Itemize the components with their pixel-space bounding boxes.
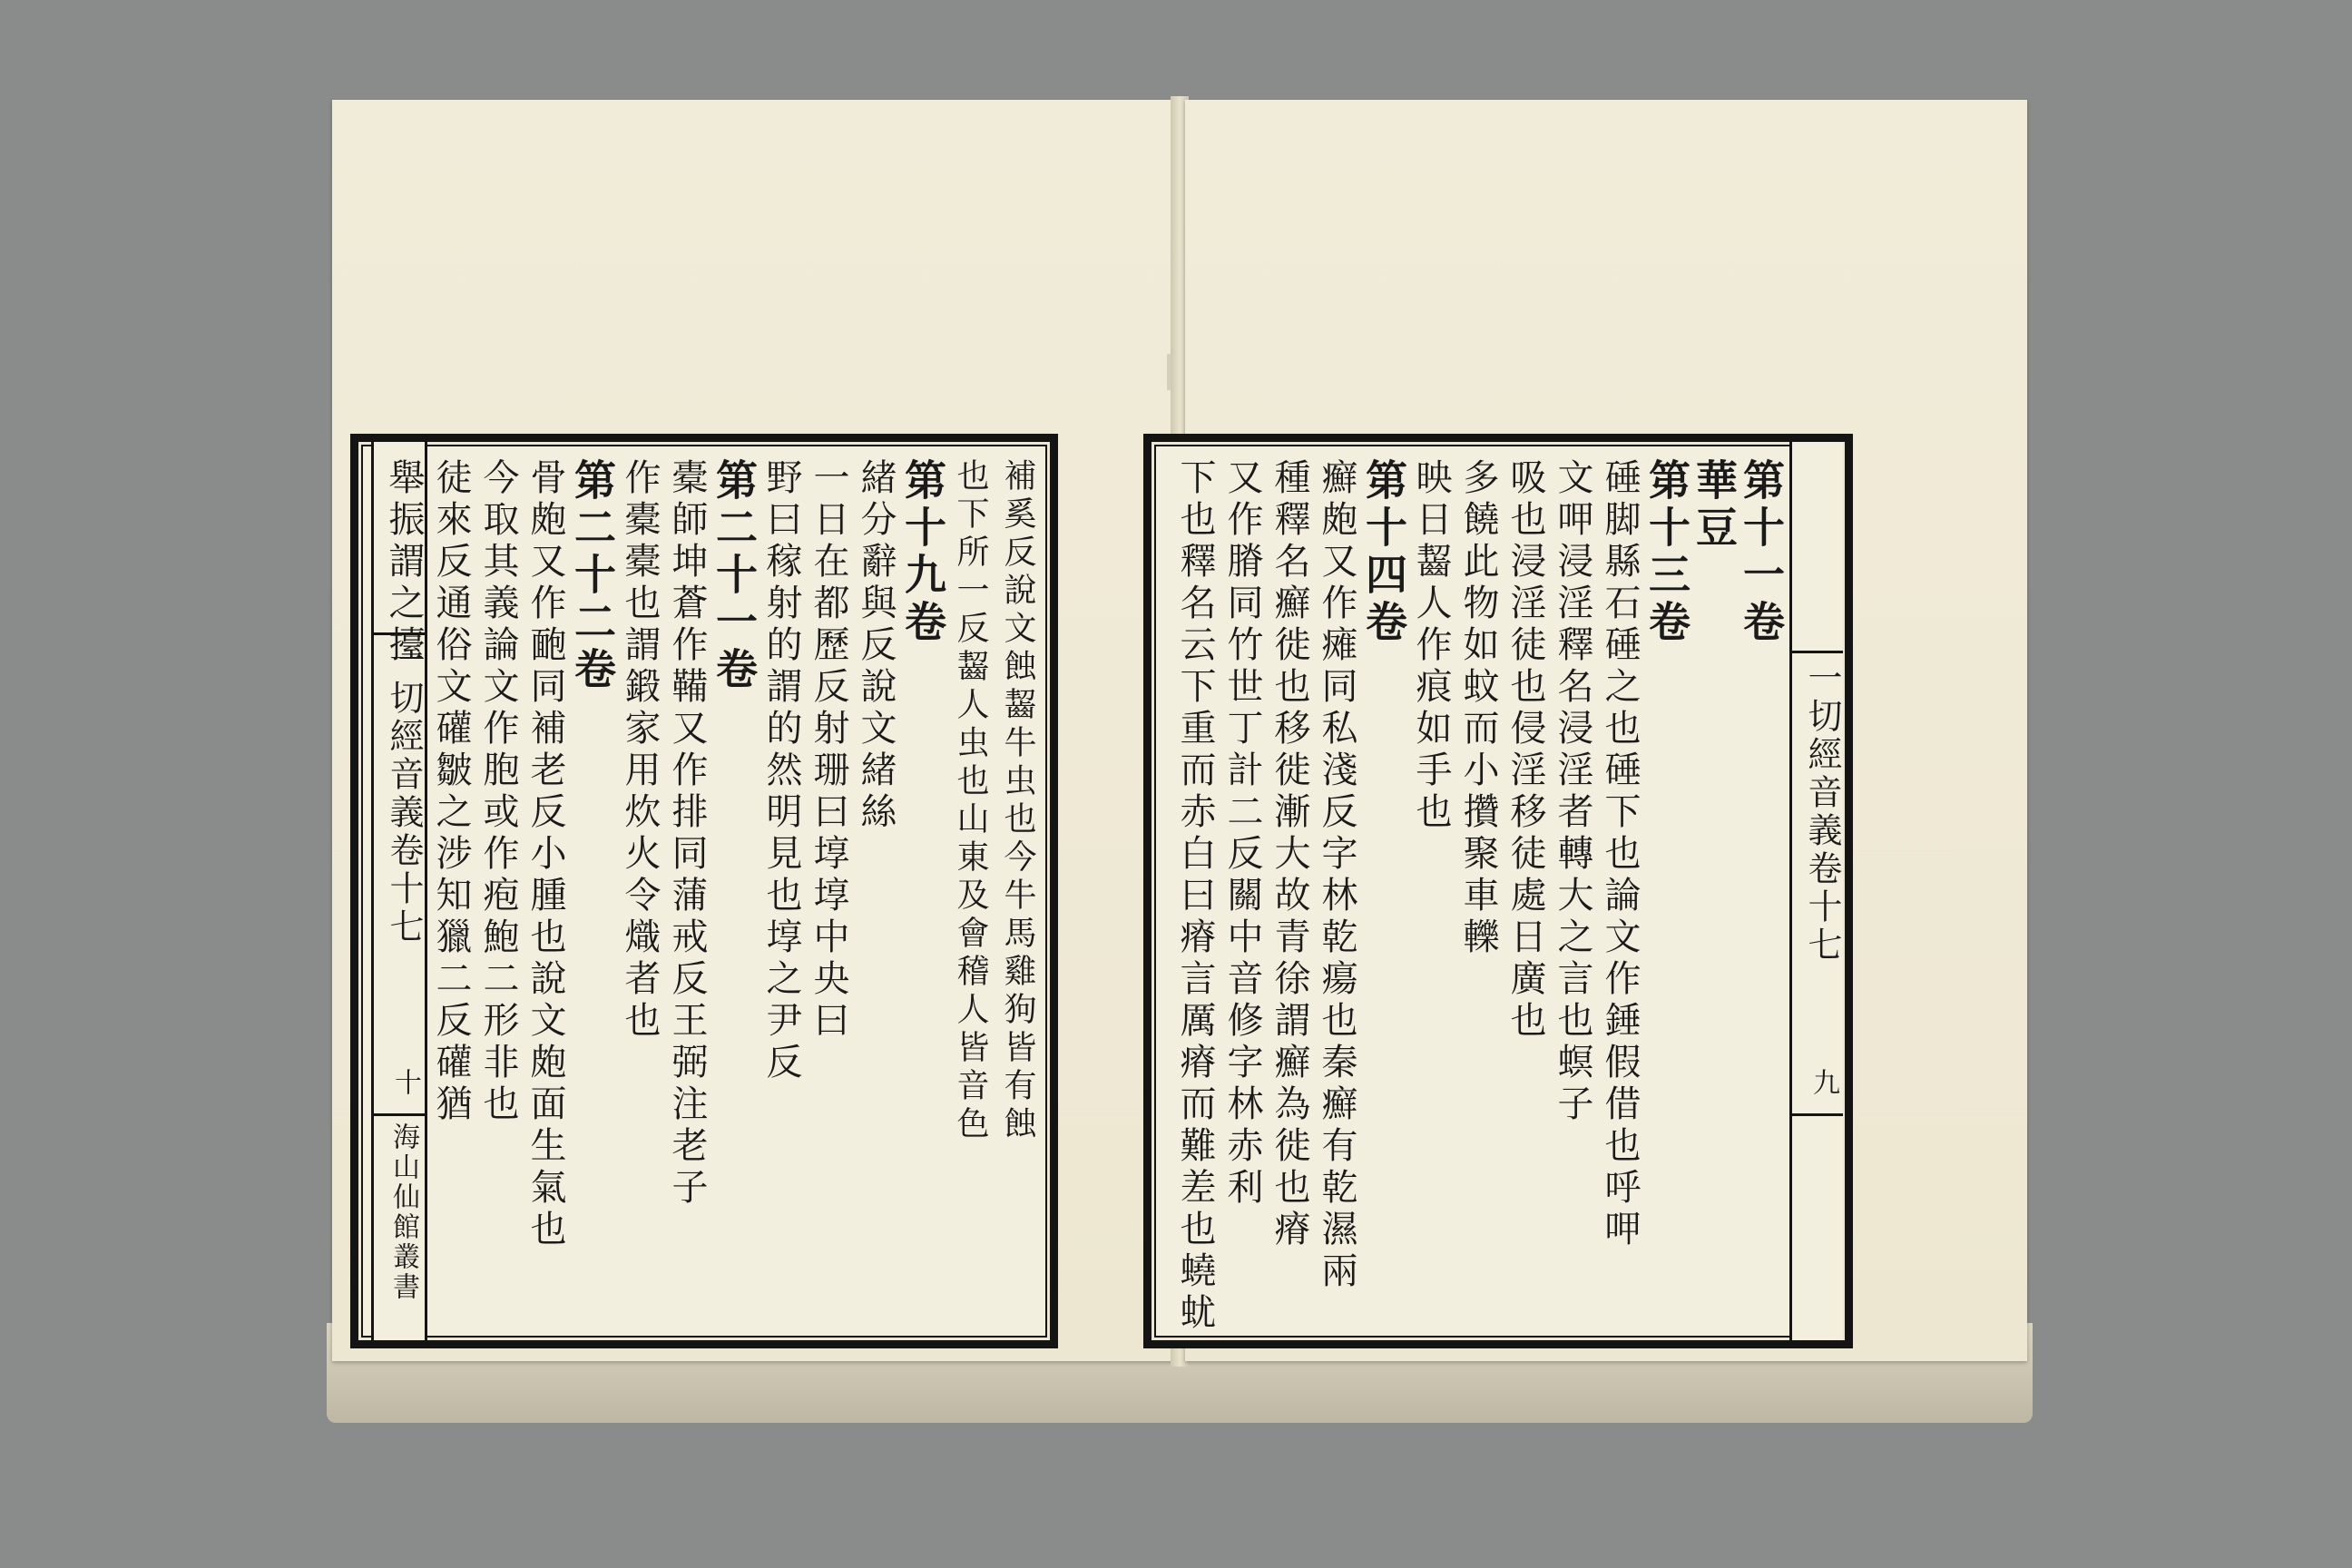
left-margin-title: 一切經音義卷十七	[384, 642, 424, 946]
text-column: 橐師坤蒼作鞴又作排同蒲戒反王弼注老子	[666, 458, 708, 1210]
right-page	[1174, 100, 2027, 1361]
text-column: 吸也浸淫徒也侵淫移徒處日廣也	[1504, 458, 1546, 1043]
open-book	[327, 89, 2033, 1423]
chapter-heading: 第十三卷	[1642, 458, 1691, 647]
chapter-heading: 第十一卷	[1737, 458, 1786, 647]
left-text-frame	[350, 434, 1058, 1348]
text-column: 今取其義論文作胞或作疱鮑二形非也	[477, 458, 519, 1126]
text-column: 舉振謂之擡	[383, 458, 425, 667]
text-column: 映日齧人作痕如手也	[1410, 458, 1452, 834]
publisher-imprint: 海山仙館叢書	[387, 1122, 419, 1302]
text-column: 種釋名癬徙也移徙漸大故青徐謂癬為徙也瘠	[1269, 458, 1310, 1251]
text-column: 徒來反通俗文礶皺之涉知獵二反礶猶	[430, 458, 472, 1126]
left-page	[332, 100, 1174, 1361]
text-column: 野曰稼射的謂的然明見也埻之尹反	[760, 458, 802, 1084]
right-margin-title: 一切經音義卷十七	[1802, 660, 1842, 965]
text-column: 癬皰又作瘫同私淺反字林乾瘍也秦癬有乾濕兩	[1316, 458, 1357, 1293]
text-column: 一日在都歷反射珊曰埻埻中央曰	[808, 458, 849, 1043]
chapter-heading: 第二十一卷	[710, 458, 759, 694]
chapter-heading: 第十四卷	[1359, 458, 1408, 647]
strip-rule	[1792, 1113, 1843, 1116]
chapter-heading: 第二十二卷	[568, 458, 617, 694]
text-column: 骨皰又作靤同補老反小腫也說文皰面生氣也	[524, 458, 566, 1251]
right-leaf-number: 九	[1808, 1068, 1839, 1095]
right-margin-strip	[1789, 442, 1843, 1340]
chapter-heading: 第十九卷	[898, 458, 947, 647]
text-column: 補奚反說文蝕齧牛虫也今牛馬雞狗皆有蝕	[999, 458, 1036, 1144]
right-text-columns	[1162, 458, 1786, 1335]
strip-rule	[1792, 651, 1843, 653]
text-column: 下也釋名云下重而赤白曰瘠言厲瘠而難差也蟯蚘	[1174, 458, 1216, 1335]
text-column: 也下所一反齧人虫也山東及會稽人皆音色	[952, 458, 989, 1144]
entry-heading: 華豆	[1690, 458, 1739, 553]
text-column: 多饒此物如蚊而小攢聚車轢	[1457, 458, 1499, 959]
text-column: 又作膌同竹世丁計二反關中音修字林赤利	[1221, 458, 1263, 1210]
text-column: 文呷浸淫釋名浸淫者轉大之言也螟子	[1552, 458, 1593, 1126]
text-column: 緒分辭與反說文緒絲	[855, 458, 897, 834]
text-column: 作橐橐也謂鍛家用炊火令熾者也	[619, 458, 661, 1043]
right-text-frame	[1143, 434, 1853, 1348]
left-leaf-number: 十	[389, 1068, 421, 1095]
text-column: 硾脚縣石硾之也硾下也論文作錘假借也呼呷	[1599, 458, 1641, 1251]
